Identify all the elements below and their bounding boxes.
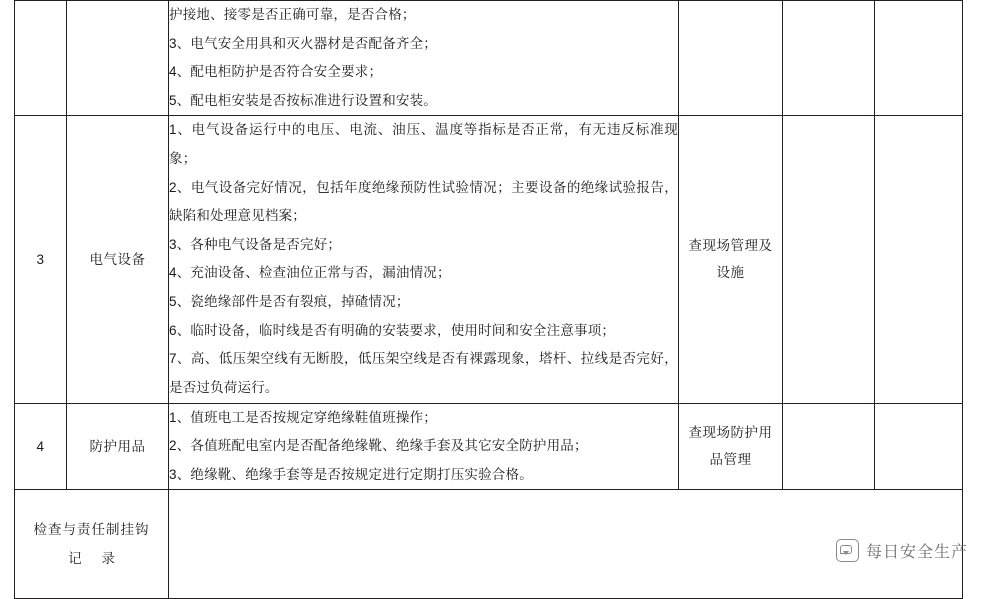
content-line: 3、绝缘靴、绝缘手套等是否按规定进行定期打压实验合格。 xyxy=(169,466,533,482)
row-item-cell: 电气设备 xyxy=(67,116,169,403)
content-line: 5、瓷绝缘部件是否有裂痕，掉碴情况； xyxy=(169,294,410,310)
row-note-cell xyxy=(875,403,963,490)
content-line: 7、高、低压架空线有无断股，低压架空线是否有裸露现象，塔杆、拉线是否完好，是否过负荷运行。 xyxy=(169,351,678,395)
content-line: 3、各种电气设备是否完好； xyxy=(169,236,342,252)
table-row xyxy=(15,1,963,116)
content-line: 6、临时设备，临时线是否有明确的安装要求，使用时间和安全注意事项； xyxy=(169,322,616,338)
content-line: 5、配电柜安装是否按标准进行设置和安装。 xyxy=(169,92,438,108)
footer-badge xyxy=(836,539,968,562)
method-line: 查现场防护用 xyxy=(688,425,773,441)
row-note-cell xyxy=(875,1,963,116)
row-method-cell xyxy=(679,1,783,116)
summary-label-cell xyxy=(15,490,169,599)
row-item-cell xyxy=(67,1,169,116)
row-content-cell xyxy=(169,403,679,490)
row-result-cell xyxy=(783,403,875,490)
summary-label-line1: 检查与责任制挂钩 xyxy=(33,521,150,537)
method-line: 设施 xyxy=(716,265,745,281)
row-result-cell xyxy=(783,116,875,403)
row-note-cell xyxy=(875,116,963,403)
content-line: 4、配电柜防护是否符合安全要求； xyxy=(169,64,383,80)
row-item-cell: 防护用品 xyxy=(67,403,169,490)
table-row xyxy=(15,116,963,403)
content-line: 护接地、接零是否正确可靠，是否合格； xyxy=(169,7,416,22)
summary-row xyxy=(15,490,963,599)
row-content-cell xyxy=(169,116,679,403)
row-method-cell xyxy=(679,116,783,403)
content-line: 2、各值班配电室内是否配备绝缘靴、绝缘手套及其它安全防护用品； xyxy=(169,438,588,454)
summary-label-line2: 记 录 xyxy=(68,551,123,567)
row-method-cell xyxy=(679,403,783,490)
row-number-cell: 3 xyxy=(15,116,67,403)
content-line: 3、电气安全用具和灭火器材是否配备齐全； xyxy=(169,35,438,51)
content-line: 1、电气设备运行中的电压、电流、油压、温度等指标是否正常，有无违反标准现象； xyxy=(169,122,678,167)
safety-inspection-table xyxy=(14,0,963,599)
row-result-cell xyxy=(783,1,875,116)
method-line: 品管理 xyxy=(709,452,752,468)
content-line: 1、值班电工是否按规定穿绝缘鞋值班操作； xyxy=(169,409,438,425)
row-content-cell xyxy=(169,1,679,116)
row-number-cell: 4 xyxy=(15,403,67,490)
content-line: 2、电气设备完好情况，包括年度绝缘预防性试验情况；主要设备的绝缘试验报告，缺陷和处理意见档案； xyxy=(169,179,678,224)
content-line: 4、充油设备、检查油位正常与否，漏油情况； xyxy=(169,265,451,281)
method-line: 查现场管理及 xyxy=(688,238,773,254)
row-number-cell xyxy=(15,1,67,116)
table-row xyxy=(15,403,963,490)
wechat-account-icon xyxy=(836,539,859,562)
footer-badge-label: 每日安全生产 xyxy=(865,544,968,561)
